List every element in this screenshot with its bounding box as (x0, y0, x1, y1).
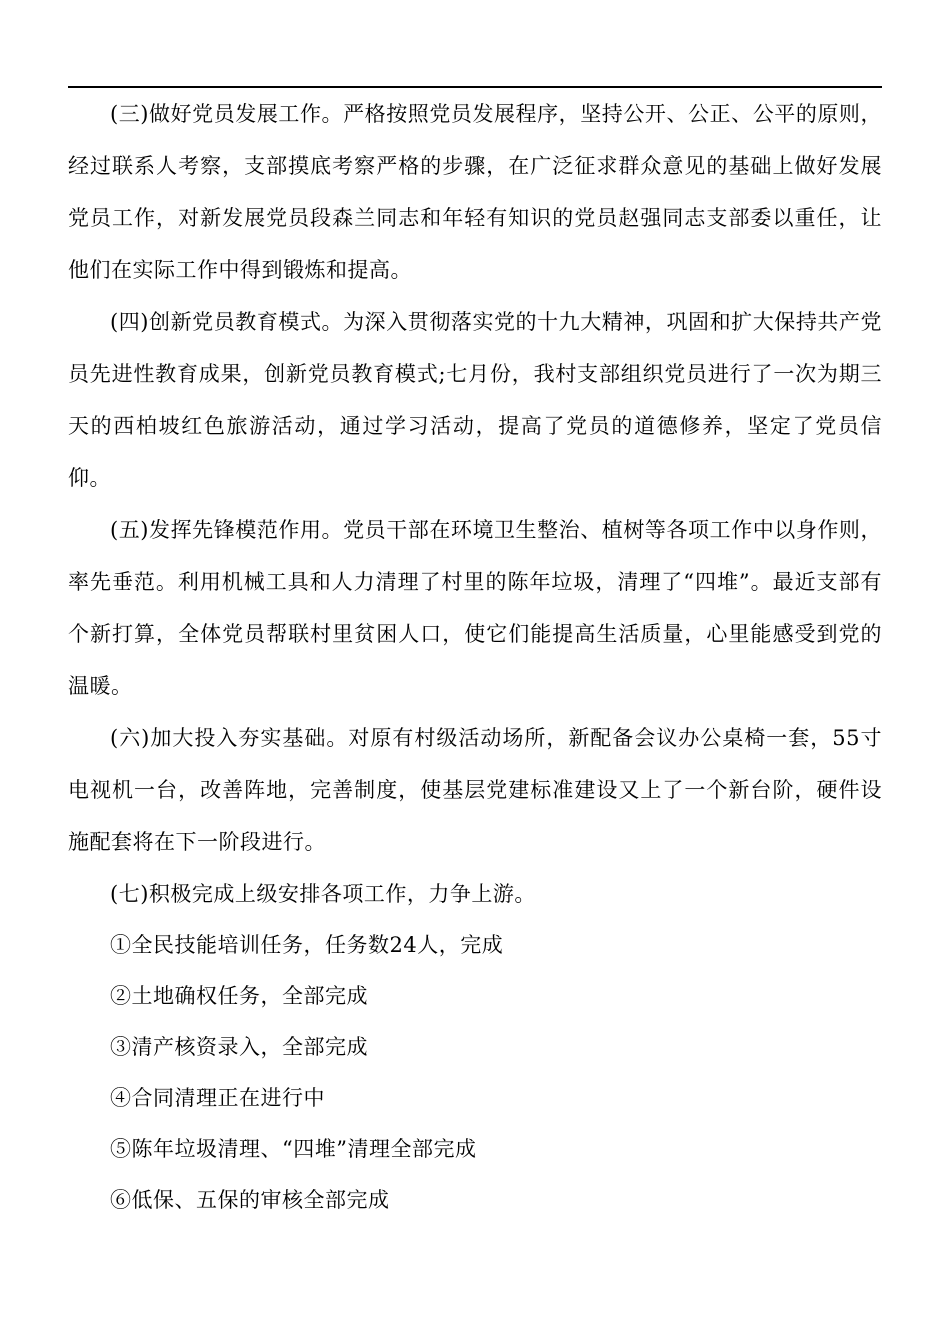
list-item: ③清产核资录入，全部完成 (110, 1035, 368, 1059)
list-item: ②土地确权任务，全部完成 (110, 984, 368, 1008)
list-item: ④合同清理正在进行中 (110, 1086, 325, 1110)
task-list (68, 920, 882, 1226)
list-item: ⑥低保、五保的审核全部完成 (110, 1188, 390, 1212)
paragraph-investment-foundation: (六)加大投入夯实基础。对原有村级活动场所，新配备会议办公桌椅一套，55寸电视机一台，改善阵地，完善制度，使基层党建标准建设又上了一个新台阶，硬件设施配套将在下一阶段进行。 (68, 726, 882, 854)
document-body (68, 88, 882, 1226)
paragraph-party-member-development: (三)做好党员发展工作。严格按照党员发展程序，坚持公开、公正、公平的原则，经过联系人考察，支部摸底考察严格的步骤，在广泛征求群众意见的基础上做好发展党员工作，对新发展党员段森兰同志和年轻有知识的党员赵强同志支部委以重任，让他们在实际工作中得到锻炼和提高。 (68, 102, 882, 282)
paragraph-superior-tasks: (七)积极完成上级安排各项工作，力争上游。 (110, 882, 536, 906)
list-item: ⑤陈年垃圾清理、“四堆”清理全部完成 (110, 1137, 477, 1161)
list-item: ①全民技能培训任务，任务数24人，完成 (110, 933, 504, 957)
paragraph-vanguard-role: (五)发挥先锋模范作用。党员干部在环境卫生整治、植树等各项工作中以身作则，率先垂范。利用机械工具和人力清理了村里的陈年垃圾，清理了“四堆”。最近支部有个新打算，全体党员帮联村里贫困人口，使它们能提高生活质量，心里能感受到党的温暖。 (68, 518, 882, 698)
paragraph-education-mode: (四)创新党员教育模式。为深入贯彻落实党的十九大精神，巩固和扩大保持共产党员先进性教育成果，创新党员教育模式;七月份，我村支部组织党员进行了一次为期三天的西柏坡红色旅游活动，通过学习活动，提高了党员的道德修养，坚定了党员信仰。 (68, 310, 882, 490)
